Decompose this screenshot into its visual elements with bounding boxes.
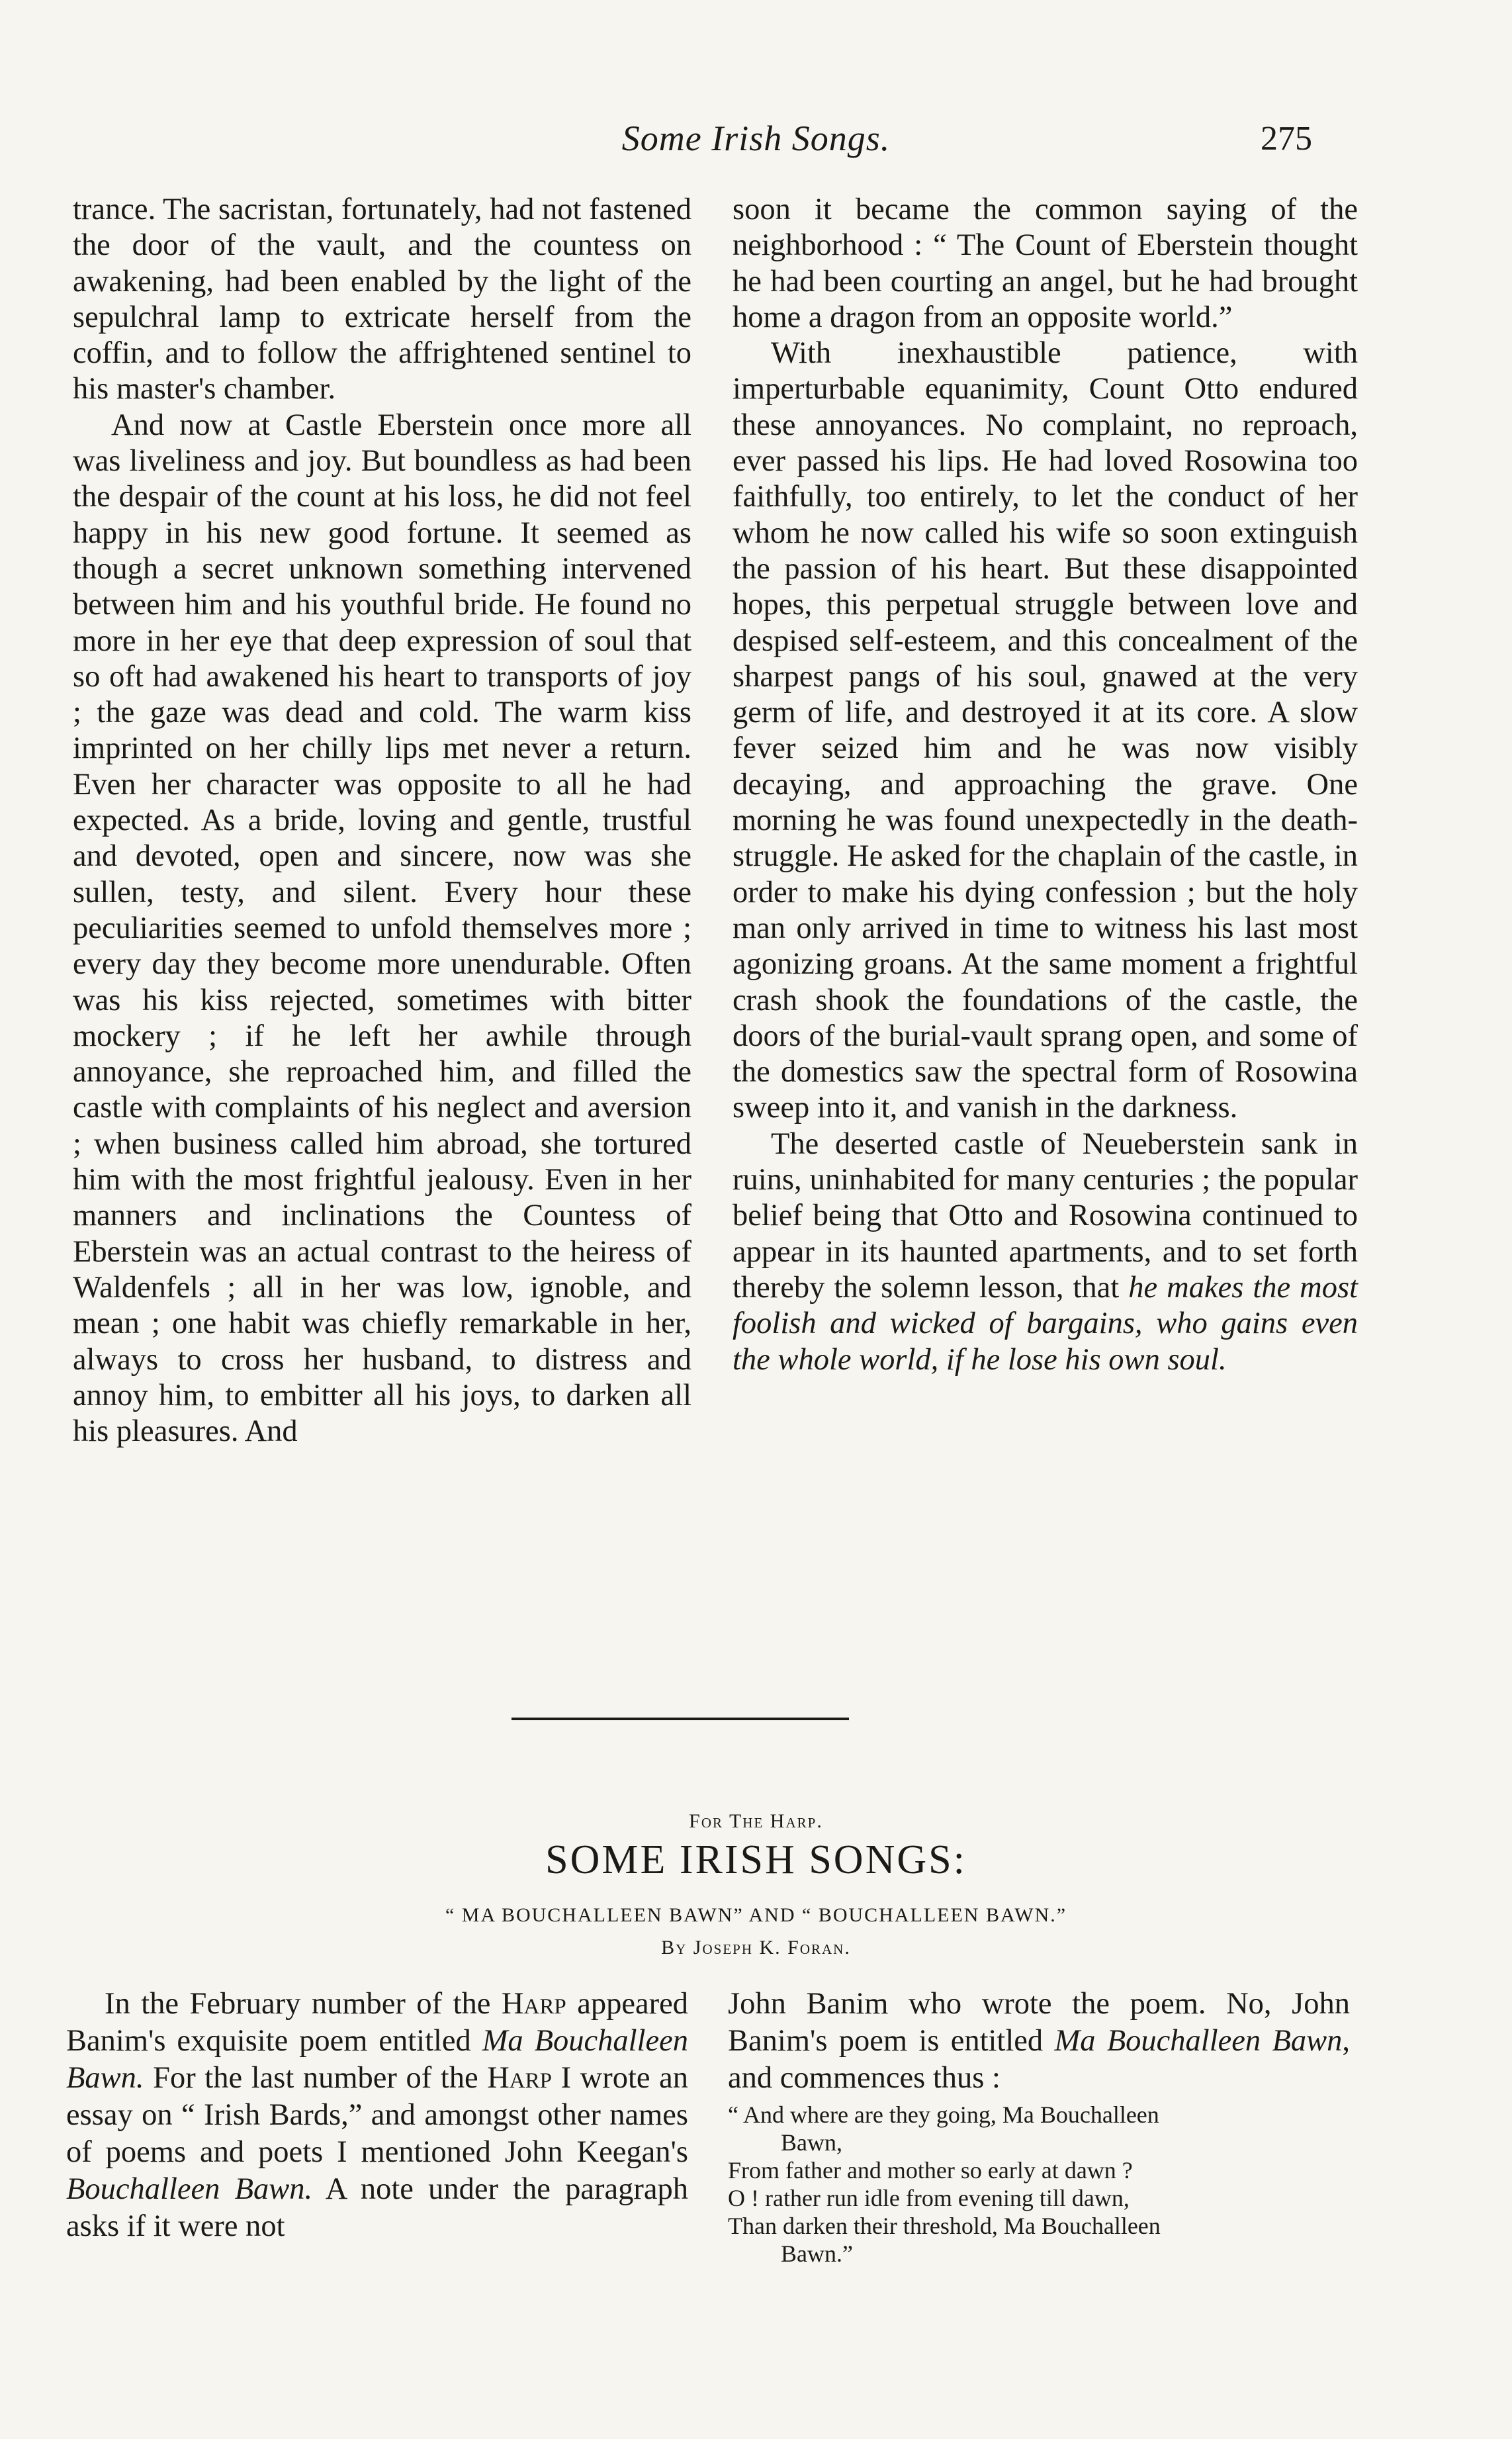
page-number: 275 [1261,120,1312,158]
verse-line: “ And where are they going, Ma Bouchalleen [728,2101,1159,2128]
paragraph [66,1986,688,2245]
poem-title: Ma Bouchalleen Bawn [1054,2024,1343,2058]
left-column [73,192,691,1450]
paragraph: With inexhaustible patience, with imperturbable equanimity, Count Otto endured these annoyances. No complaint, no reproach, ever passed his lips. He had loved Rosowina too faithfully, too entirely, to let the conduct of her whom he now called his wife so soon extinguish the passion of his heart. But these disappointed hopes, this perpetual struggle between love and despised self-esteem, and this concealment of the sharpest pangs of his soul, gnawed at the very germ of life, and destroyed it at its core. A slow fever seized him and he was now visibly decaying, and approaching the grave. One morning he was found unexpectedly in the death-struggle. He asked for the chaplain of the castle, in order to make his dying confession ; but the holy man only arrived in time to witness his last most agonizing groans. At the same moment a frightful crash shook the foundations of the castle, the doors of the burial-vault sprang open, and some of the domestics saw the spectral form of Rosowina sweep into it, and vanish in the darkness. [733,336,1358,1125]
paragraph: soon it became the common saying of the neighborhood : “ The Count of Eberstein thought he had been courting an angel, but he had brought home a dragon from an opposite world.” [733,193,1358,334]
harp-name: Harp [501,1987,566,2021]
text-run: appeared Banim's exquisite poem entitled [66,1987,688,2058]
final-paragraph-text: The deserted castle of Neueberstein sank in ruins, uninhabited for many centuries ; the popular belief being that Otto and Rosowina continued to appear in its haunted apartments, and to set forth thereby the solemn lesson, that [733,1127,1358,1305]
text-run: I wrote an essay on “ Irish Bards,” and amongst other names of poems and poets I mentioned John Keegan's [66,2061,688,2169]
paragraph [728,1986,1350,2097]
moral-italic: he makes the most foolish and wicked of bargains, who gains even the whole world, if he lose his own soul. [733,1270,1358,1377]
right-column [733,192,1358,1378]
verse-line: Bawn.” [781,2240,853,2267]
running-title: Some Irish Songs. [621,118,891,158]
text-run: A note under the paragraph asks if it were not [66,2172,688,2243]
article-kicker: For The Harp. [689,1810,823,1832]
poem-title: Ma Bouchalleen Bawn. [66,2024,688,2095]
paragraph: trance. The sacristan, fortunately, had not fastened the door of the vault, and the countess on awakening, had been enabled by the light of the sepulchral lamp to extricate herself from the coffin, and to follow the affrightened sentinel to his master's chamber. [73,193,691,406]
verse-block [728,2101,1350,2268]
article-left-column [66,1986,688,2245]
article-byline: By Joseph K. Foran. [661,1937,851,1958]
verse-line: O ! rather run idle from evening till dawn, [728,2185,1130,2211]
final-paragraph [733,1127,1358,1378]
verse-line: Than darken their threshold, Ma Bouchalleen [728,2213,1161,2239]
article-right-column [728,1986,1350,2268]
article-title: SOME IRISH SONGS: [545,1837,967,1882]
section-divider [511,1718,849,1720]
harp-name: Harp [487,2061,552,2095]
verse-line: From father and mother so early at dawn ? [728,2157,1133,2184]
verse-line: Bawn, [781,2129,842,2156]
text-run: In the February number of the [105,1987,502,2021]
poem-title: Bouchalleen Bawn. [66,2172,313,2206]
text-run: , and commences thus : [728,2024,1350,2095]
text-run: John Banim who wrote the poem. No, John Banim's poem is entitled [728,1987,1350,2058]
text-run: For the last number of the [144,2061,488,2095]
paragraph: And now at Castle Eberstein once more all was liveliness and joy. But boundless as had been the despair of the count at his loss, he did not feel happy in his new good fortune. It seemed as though a secret unknown something intervened between him and his youthful bride. He found no more in her eye that deep expression of soul that so oft had awakened his heart to transports of joy ; the gaze was dead and cold. The warm kiss imprinted on her chilly lips met never a return. Even her character was opposite to all he had expected. As a bride, loving and gentle, trustful and devoted, open and sincere, now was she sullen, testy, and silent. Every hour these peculiarities seemed to unfold themselves more ; every day they become more unendurable. Often was his kiss rejected, sometimes with bitter mockery ; if he left her awhile through annoyance, she reproached him, and filled the castle with complaints of his neglect and aversion ; when business called him abroad, she tortured him with the most frightful jealousy. Even in her manners and inclinations the Countess of Eberstein was an actual contrast to the heiress of Waldenfels ; all in her was low, ignoble, and mean ; one habit was chiefly remarkable in her, always to cross her husband, to distress and annoy him, to embitter all his joys, to darken all his pleasures. And [73,408,691,1449]
article-subtitle: “ MA BOUCHALLEEN BAWN” AND “ BOUCHALLEEN BAWN.” [445,1904,1067,1926]
